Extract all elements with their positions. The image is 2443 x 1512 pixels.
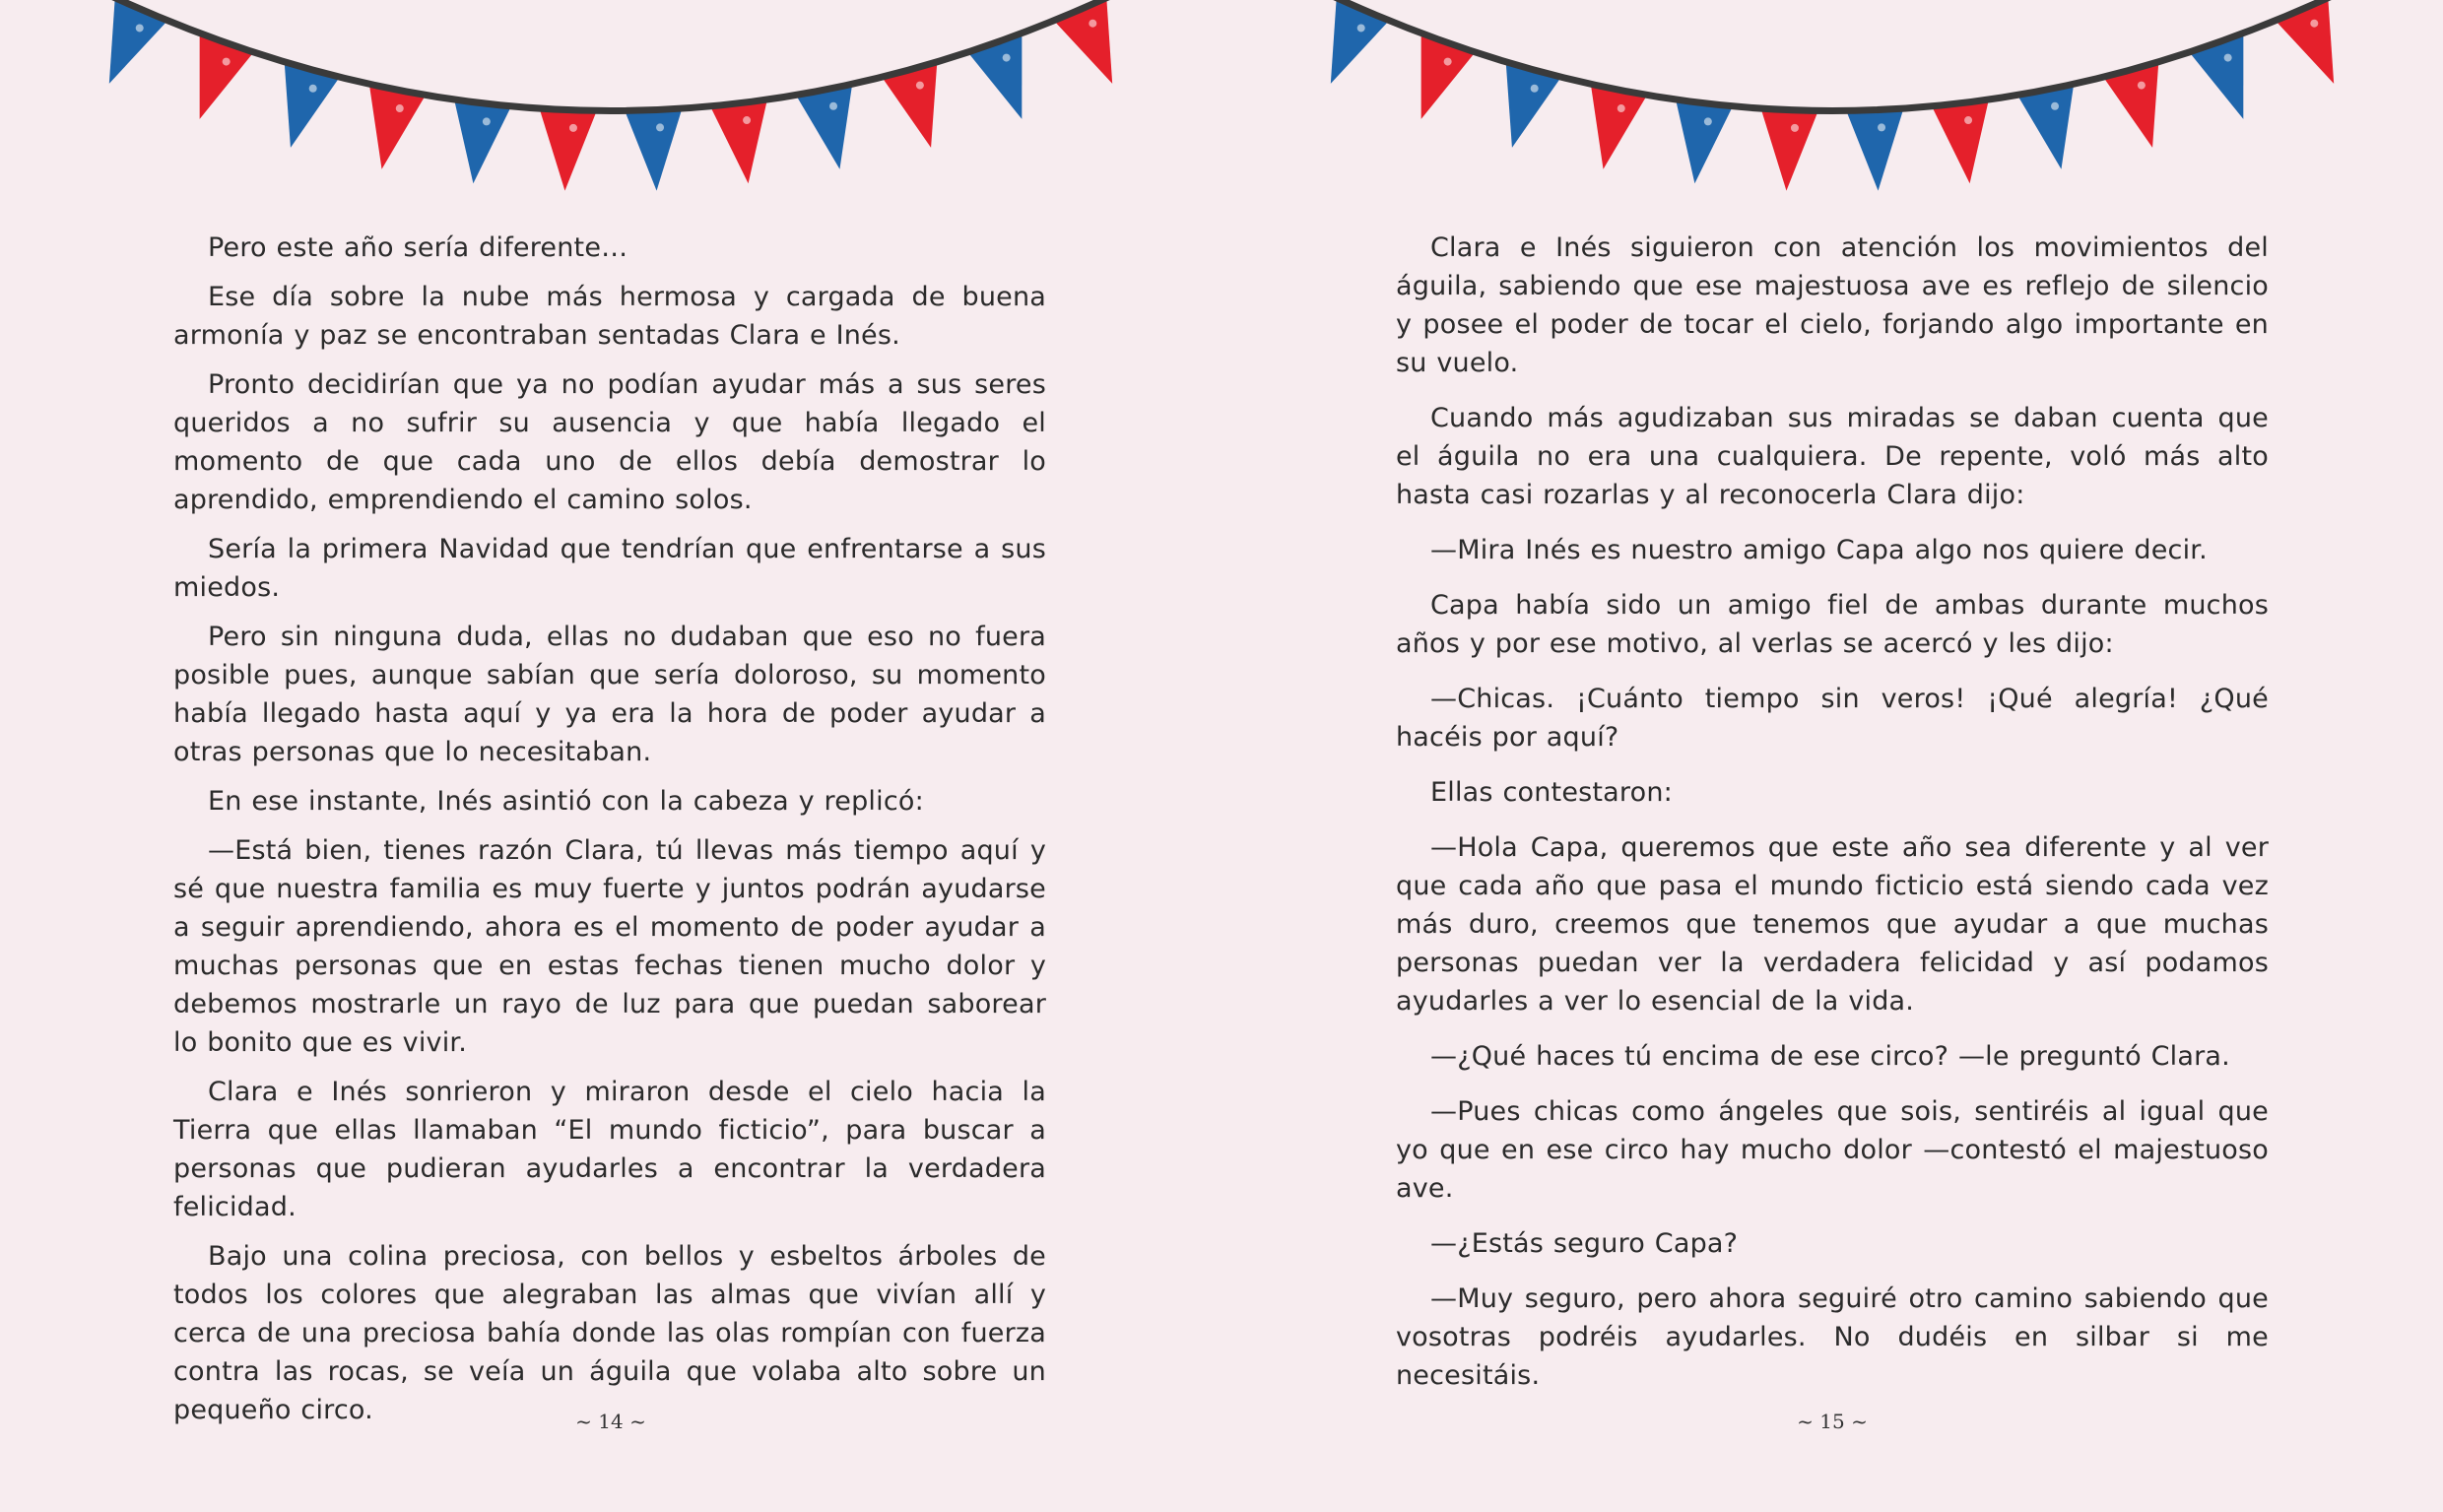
paragraph: Capa había sido un amigo fiel de ambas durante muchos años y por ese motivo, al verlas se acercó y les dijo: — [1396, 590, 2269, 659]
flag-highlight — [1003, 54, 1011, 62]
flag-highlight — [1357, 24, 1365, 32]
flag-highlight — [136, 24, 144, 32]
flag-highlight — [1791, 124, 1799, 132]
flag-highlight — [1531, 85, 1539, 93]
right-page-text — [1396, 229, 2269, 1412]
flag-highlight — [743, 116, 751, 124]
paragraph: Sería la primera Navidad que tendrían que enfrentarse a sus miedos. — [173, 534, 1046, 603]
paragraph: —Está bien, tienes razón Clara, tú llevas más tiempo aquí y sé que nuestra familia es muy fuerte y juntos podrán ayudarse a seguir aprendiendo, ahora es el momento de poder ayudar a muchas personas que en estas fechas tienen mucho dolor y debemos mostrarle un rayo de luz para que puedan saborear lo bonito que es vivir. — [173, 835, 1046, 1058]
flag-highlight — [396, 104, 404, 112]
paragraph: —Hola Capa, queremos que este año sea diferente y al ver que cada año que pasa el mundo ficticio está siendo cada vez más duro, creemos que tenemos que ayudar a que muchas personas puedan ver la verdadera felicidad y así podamos ayudarles a ver lo esencial de la vida. — [1396, 832, 2269, 1017]
red-flag-icon — [540, 109, 597, 191]
paragraph: —Muy seguro, pero ahora seguiré otro camino sabiendo que vosotras podréis ayudarles. No dudéis en silbar si me necesitáis. — [1396, 1283, 2269, 1391]
flag-highlight — [916, 82, 924, 90]
paragraph: Pero este año sería diferente… — [208, 232, 628, 263]
garland-string — [1320, 0, 2344, 111]
red-flag-icon — [2276, 0, 2334, 84]
paragraph: Ellas contestaron: — [1430, 777, 1673, 808]
flag-highlight — [309, 85, 317, 93]
red-flag-icon — [1932, 99, 1989, 183]
paragraph: —¿Qué haces tú encima de ese circo? —le preguntó Clara. — [1430, 1041, 2230, 1072]
left-page-text — [173, 229, 1046, 1440]
flag-highlight — [2224, 54, 2232, 62]
flag-highlight — [829, 102, 837, 110]
right-page — [1222, 0, 2443, 1512]
blue-flag-icon — [1331, 0, 1389, 84]
paragraph: —¿Estás seguro Capa? — [1430, 1228, 1739, 1259]
flag-highlight — [569, 124, 577, 132]
bunting-garland-decoration — [1222, 0, 2443, 217]
flag-highlight — [1704, 117, 1712, 125]
paragraph: Cuando más agudizaban sus miradas se daban cuenta que el águila no era una cualquiera. De repente, voló más alto hasta casi rozarlas y al reconocerla Clara dijo: — [1396, 403, 2269, 510]
garland-string — [99, 0, 1123, 111]
flag-highlight — [1444, 58, 1452, 66]
blue-flag-icon — [109, 0, 167, 84]
red-flag-icon — [369, 85, 426, 169]
flag-highlight — [656, 123, 664, 131]
flag-highlight — [1618, 104, 1625, 112]
red-flag-icon — [1591, 85, 1647, 169]
flag-highlight — [2310, 20, 2318, 28]
paragraph: —Chicas. ¡Cuánto tiempo sin veros! ¡Qué alegría! ¿Qué hacéis por aquí? — [1396, 684, 2269, 753]
flag-highlight — [483, 117, 491, 125]
paragraph: Pronto decidirían que ya no podían ayudar más a sus seres queridos a no sufrir su ausencia y que había llegado el momento de que cada uno de ellos debía demostrar lo aprendido, emprendiendo el camino solos. — [173, 369, 1046, 515]
paragraph: —Pues chicas como ángeles que sois, sentiréis al igual que yo que en ese circo hay mucho dolor —contestó el majestuoso ave. — [1396, 1096, 2269, 1204]
flag-highlight — [1878, 123, 1885, 131]
blue-flag-icon — [1846, 109, 1903, 191]
flag-highlight — [1964, 116, 1972, 124]
blue-flag-icon — [796, 85, 852, 169]
blue-flag-icon — [454, 99, 511, 183]
page-number: ~ 14 ~ — [575, 1410, 646, 1433]
blue-flag-icon — [1676, 99, 1733, 183]
flag-highlight — [1089, 20, 1096, 28]
flag-highlight — [2051, 102, 2059, 110]
page-number: ~ 15 ~ — [1797, 1410, 1868, 1433]
paragraph: Pero sin ninguna duda, ellas no dudaban que eso no fuera posible pues, aunque sabían que sería doloroso, su momento había llegado hasta aquí y ya era la hora de poder ayudar a otras personas que lo necesitaban. — [173, 622, 1046, 767]
bunting-garland-decoration — [0, 0, 1222, 217]
blue-flag-icon — [2017, 85, 2074, 169]
red-flag-icon — [1761, 109, 1818, 191]
paragraph: —Mira Inés es nuestro amigo Capa algo nos quiere decir. — [1430, 535, 2208, 565]
red-flag-icon — [710, 99, 767, 183]
red-flag-icon — [1054, 0, 1112, 84]
flag-highlight — [223, 58, 231, 66]
paragraph: Clara e Inés siguieron con atención los movimientos del águila, sabiendo que ese majestuosa ave es reflejo de silencio y posee el poder de tocar el cielo, forjando algo importante en su vuelo. — [1396, 232, 2269, 378]
paragraph: En ese instante, Inés asintió con la cabeza y replicó: — [208, 786, 924, 817]
blue-flag-icon — [625, 109, 682, 191]
flag-highlight — [2138, 82, 2146, 90]
paragraph: Clara e Inés sonrieron y miraron desde el cielo hacia la Tierra que ellas llamaban “El mundo ficticio”, para buscar a personas que pudieran ayudarles a encontrar la verdadera felicidad. — [173, 1077, 1046, 1222]
paragraph: Ese día sobre la nube más hermosa y cargada de buena armonía y paz se encontraban sentadas Clara e Inés. — [173, 282, 1046, 351]
paragraph: Bajo una colina preciosa, con bellos y esbeltos árboles de todos los colores que alegraban las almas que vivían allí y cerca de una preciosa bahía donde las olas rompían con fuerza contra las rocas, se veía un águila que volaba alto sobre un pequeño circo. — [173, 1241, 1046, 1425]
